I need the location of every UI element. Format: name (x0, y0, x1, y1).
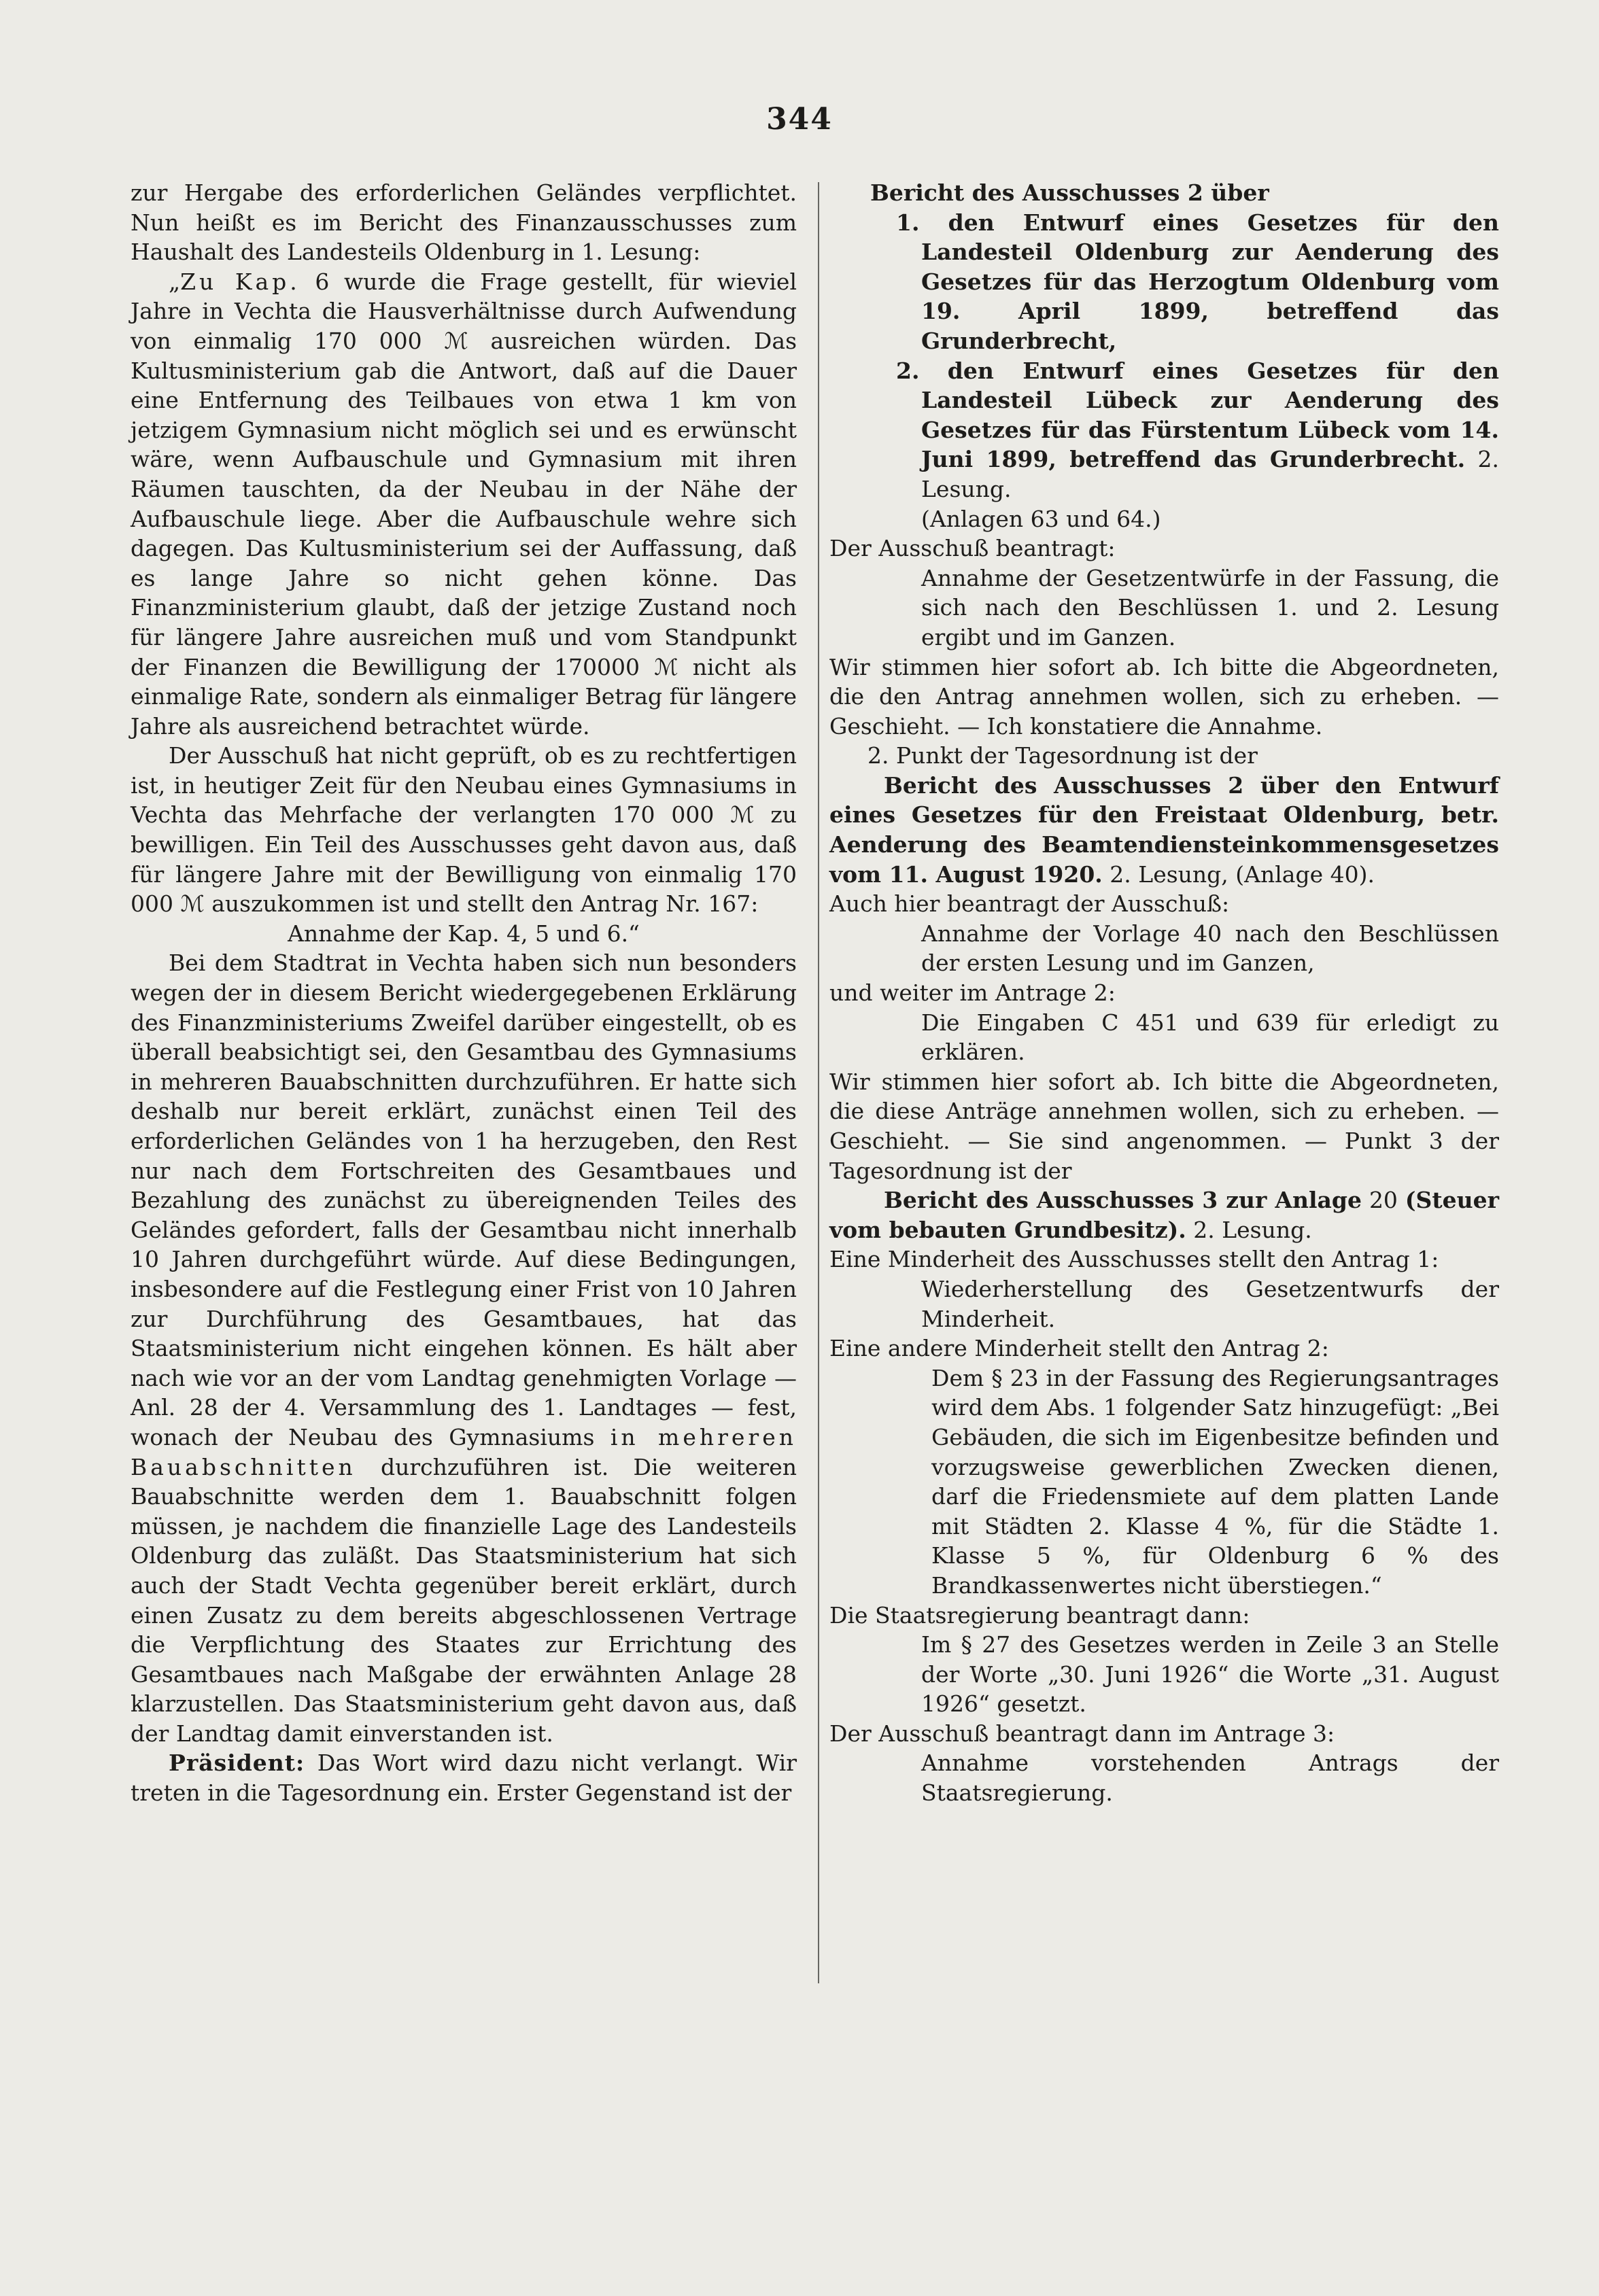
committee-motion-3-intro: Der Ausschuß beantragt dann im Antrage 3: (829, 1720, 1335, 1747)
government-motion-intro: Die Staatsregierung beantragt dann: (829, 1601, 1250, 1629)
agenda-item-2: 2. Punkt der Tagesordnung ist der (867, 742, 1258, 769)
petitions-text: Die Eingaben C 451 und 639 für erledigt zu erklären. (921, 1009, 1499, 1066)
restoration-text: Wiederherstellung des Gesetzentwurfs der Minderheit. (921, 1275, 1499, 1332)
quote-spaced-text: Zu Kap. (180, 268, 300, 295)
report-2-title: Bericht des Ausschusses 2 über den Entwurf eines Gesetzes für den Freistaat Oldenburg, betr. Aenderung des Beamtendiensteinkommensgesetzes vom 11. August 1920. (829, 771, 1499, 888)
minority-motion-1: Eine Minderheit des Ausschusses stellt den Antrag 1: (829, 1246, 1439, 1273)
section-23-text: Dem § 23 in der Fassung des Regierungsantrages wird dem Abs. 1 folgender Satz hinzugefügt: „Bei Gebäuden, die sich im Eigenbesitze befinden und vorzugsweise gewerblichen Zwecken dienen, darf die Friedensmiete auf dem platten Lande mit Städten 2. Klasse 4 %, für die Städte 1. Klasse 5 %, für Oldenburg 6 % des Brandkassenwertes nicht überstiegen.“ (931, 1364, 1499, 1599)
left-column (131, 178, 797, 1808)
page-number: 344 (766, 102, 833, 137)
also-here-motion: Auch hier beantragt der Ausschuß: (829, 890, 1230, 918)
report-2 (829, 771, 1499, 889)
left-paragraph-3: Der Ausschuß hat nicht geprüft, ob es zu rechtfertigen ist, in heutiger Zeit für den Neubau eines Gymnasiums in Vechta das Mehrfache der verlangten 170 000 ℳ zu bewilligen. Ein Teil des Ausschusses geht davon aus, daß für längere Jahre mit der Bewilligung von einmalig 170 000 ℳ auszukommen ist und stellt den Antrag Nr. 167: (131, 742, 797, 918)
report-3-title-b: (Steuer vom bebauten Grundbesitz). (829, 1187, 1499, 1243)
left-paragraph-5-spaced: in mehreren Bauabschnitten (131, 1423, 797, 1480)
report-3-reading: 2. Lesung. (1186, 1216, 1312, 1243)
committee-motion-3-text: Annahme vorstehenden Antrags der Staatsregierung. (921, 1750, 1499, 1807)
report-item-2 (829, 356, 1499, 504)
left-paragraph-1: zur Hergabe des erforderlichen Geländes verpflichtet. Nun heißt es im Bericht des Finanzausschusses zum Haushalt des Landesteils Oldenburg in 1. Lesung: (131, 179, 797, 266)
left-paragraph-5-part-a: Bei dem Stadtrat in Vechta haben sich nun besonders wegen der in diesem Bericht wiedergegebenen Erklärung des Finanzministeriums Zweifel darüber eingestellt, ob es überall beabsichtigt sei, den Gesamtbau des Gymnasiums in mehreren Bauabschnitten durchzuführen. Er hatte sich deshalb nur bereit erklärt, zunächst einen Teil des erforderlichen Geländes von 1 ha herzugeben, den Rest nur nach dem Fortschreiten des Gesamtbaues und Bezahlung des zunächst zu übereignenden Teiles des Geländes gefordert, falls der Gesamtbau nicht innerhalb 10 Jahren durchgeführt würde. Auf diese Bedingungen, insbesondere auf die Festlegung einer Frist von 10 Jahren zur Durchführung des Gesamtbaues, hat das Staatsministerium nicht eingehen können. Es hält aber nach wie vor an der vom Landtag genehmigten Vorlage — Anl. 28 der 4. Versammlung des 1. Landtages — fest, wonach der Neubau des Gymnasiums (131, 950, 797, 1450)
left-motion-text: Annahme der Kap. 4, 5 und 6.“ (288, 920, 640, 947)
report-3 (829, 1185, 1499, 1245)
quote-body: 6 wurde die Frage gestellt, für wieviel Jahre in Vechta die Hausverhältnisse durch Aufwendung von einmalig 170 000 ℳ ausreichen würden. Das Kultusministerium gab die Antwort, daß auf die Dauer eine Entfernung des Teilbaues von etwa 1 km von jetzigem Gymnasium nicht möglich sei und es erwünscht wäre, wenn Aufbauschule und Gymnasium mit ihren Räumen tauschten, da der Neubau in der Nähe der Aufbauschule liege. Aber die Aufbauschule wehre sich dagegen. Das Kultusministerium sei der Auffassung, daß es lange Jahre so nicht gehen könne. Das Finanzministerium glaubt, daß der jetzige Zustand noch für längere Jahre ausreichen muß und vom Standpunkt der Finanzen die Bewilligung der 170000 ℳ nicht als einmalige Rate, sondern als einmaliger Betrag für längere Jahre als ausreichend betrachtet würde. (131, 268, 797, 740)
report-item-2-number: 2. (896, 357, 920, 384)
right-column (829, 178, 1499, 1808)
quote-open-mark: „ (169, 268, 181, 295)
report-item-2-reading: 2. Lesung. (921, 446, 1499, 502)
report-2-reading: 2. Lesung, (Anlage 40). (1102, 860, 1375, 888)
column-divider (818, 182, 819, 1983)
committee-motion-text: Annahme der Gesetzentwürfe in der Fassung, die sich nach den Beschlüssen 1. und 2. Lesung ergibt und im Ganzen. (921, 564, 1499, 650)
report-item-1-text: den Entwurf eines Gesetzes für den Landesteil Oldenburg zur Aenderung des Gesetzes für das Herzogtum Oldenburg vom 19. April 1899, betreffend das Grunderbrecht, (921, 209, 1499, 354)
left-president-paragraph (131, 1748, 797, 1807)
left-paragraph-5-part-b: durchzuführen ist. Die weiteren Bauabschnitte werden dem 1. Bauabschnitt folgen müssen, je nachdem die finanzielle Lage des Landesteils Oldenburg das zuläßt. Das Staatsministerium hat sich auch der Stadt Vechta gegenüber bereit erklärt, durch einen Zusatz zu dem bereits abgeschlossenen Vertrage die Verpflichtung des Staates zur Errichtung des Gesamtbaues nach Maßgabe der erwähnten Anlage 28 klarzustellen. Das Staatsministerium geht davon aus, daß der Landtag damit einverstanden ist. (131, 1453, 797, 1747)
minority-motion-2: Eine andere Minderheit stellt den Antrag 2: (829, 1335, 1329, 1362)
acceptance-40: Annahme der Vorlage 40 nach den Beschlüssen der ersten Lesung und im Ganzen, (921, 920, 1499, 977)
report-attachments: (Anlagen 63 und 64.) (921, 505, 1161, 532)
report-3-attachment-number: 20 (1361, 1187, 1405, 1214)
vote-statement-1: Wir stimmen hier sofort ab. Ich bitte die Abgeordneten, die den Antrag annehmen wollen, sich zu erheben. — Geschieht. — Ich konstatiere die Annahme. (829, 653, 1499, 740)
report-item-2-text: den Entwurf eines Gesetzes für den Landesteil Lübeck zur Aenderung des Gesetzes für das Fürstentum Lübeck vom 14. Juni 1899, betreffend das Grunderbrecht. (921, 357, 1499, 473)
speaker-label: Präsident: (169, 1750, 305, 1777)
report-item-1-number: 1. (896, 209, 920, 236)
left-quote-paragraph (131, 267, 797, 742)
committee-motion-intro: Der Ausschuß beantragt: (829, 535, 1116, 562)
president-statement: Das Wort wird dazu nicht verlangt. Wir treten in die Tagesordnung ein. Erster Gegenstand ist der (131, 1750, 797, 1807)
section-27-text: Im § 27 des Gesetzes werden in Zeile 3 an Stelle der Worte „30. Juni 1926“ die Worte „31. August 1926“ gesetzt. (921, 1631, 1499, 1718)
vote-statement-2: Wir stimmen hier sofort ab. Ich bitte die Abgeordneten, die diese Anträge annehmen wollen, sich zu erheben. — Geschieht. — Sie sind angenommen. — Punkt 3 der Tagesordnung ist der (829, 1068, 1499, 1184)
report-heading-1: Bericht des Ausschusses 2 über (870, 179, 1269, 206)
further-motion-intro: und weiter im Antrage 2: (829, 979, 1116, 1007)
left-paragraph-5 (131, 948, 797, 1748)
report-3-title-a: Bericht des Ausschusses 3 zur Anlage (884, 1187, 1362, 1214)
report-item-1 (829, 208, 1499, 356)
